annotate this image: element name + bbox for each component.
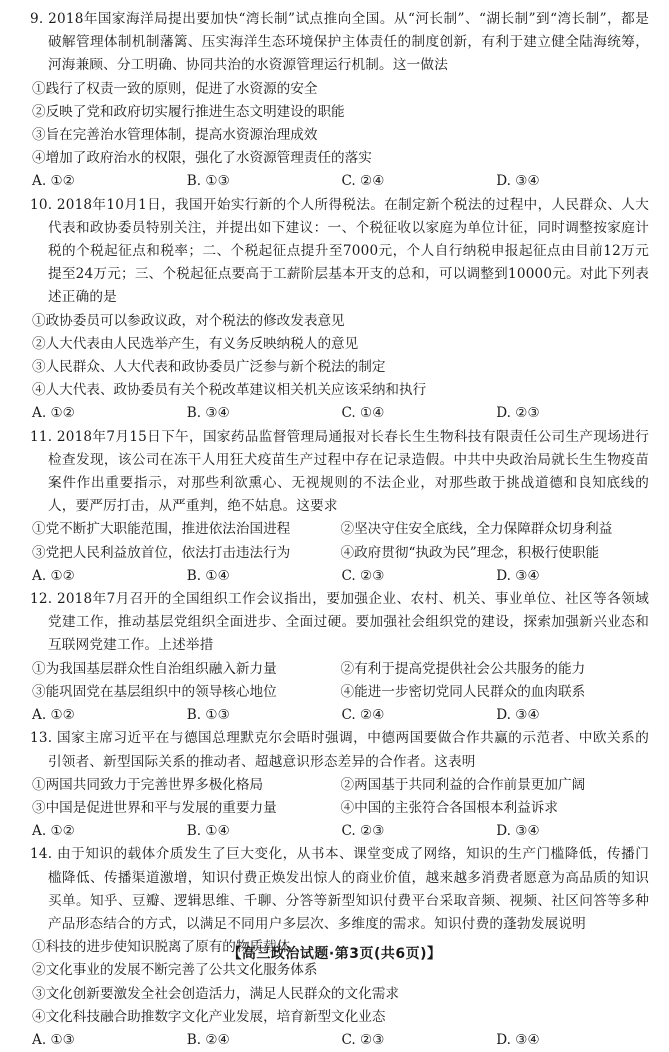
question-stem: 10. 2018年10月1日，我国开始实行新的个人所得税法。在制定新个税法的过程中，人民群众、人大代表和政协委员特别关注，并提出如下建议：一、个税征收以家庭为单位计征，同时调整按家庭计税的个税起征点和税率；二、个税起征点提升至7000元，个人自行纳税申报起征点由目前12万元提至24万元；三、个税起征点要高于工薪阶层基本开支的总和，可以调整到10000元。对此下列表述正确的是 (30, 196, 649, 306)
answer-choices (30, 402, 649, 425)
answer-choice: C. ①④ (341, 405, 385, 422)
option-statement: ③中国是促进世界和平与发展的重要力量 (32, 799, 277, 816)
answer-choice: B. ①④ (186, 823, 230, 840)
option-statement: ③文化创新要激发全社会创造活力，满足人民群众的文化需求 (32, 985, 400, 1002)
option-statement: ②人大代表由人民选举产生，有义务反映纳税人的意见 (32, 335, 359, 352)
answer-choice: A. ①② (32, 173, 75, 190)
option-statement: ①科技的进步使知识脱离了原有的物质载体 (32, 939, 291, 956)
option-statement: ④中国的主张符合各国根本利益诉求 (340, 799, 558, 816)
question-2 (30, 426, 649, 588)
answer-choice: A. ①② (32, 707, 75, 724)
answer-choice: D. ②③ (496, 405, 540, 422)
answer-choice: B. ②④ (186, 1031, 230, 1048)
answer-choice: A. ①③ (32, 1031, 75, 1048)
answer-choice: D. ③④ (496, 567, 540, 584)
option-statement: ①为我国基层群众性自治组织融入新力量 (32, 660, 277, 677)
option-row (30, 658, 649, 681)
answer-choices (30, 820, 649, 843)
answer-choice: D. ③④ (496, 1031, 540, 1048)
answer-choice: A. ①② (32, 405, 75, 422)
question-stem: 12. 2018年7月召开的全国组织工作会议指出，要加强企业、农村、机关、事业单位、社区等各领域党建工作，推动基层党组织全面进步、全面过硬。要加强社会组织党的建设，探索加强新兴业态和互联网党建工作。上述举措 (30, 591, 649, 654)
question-stem: 14. 由于知识的载体介质发生了巨大变化，从书本、课堂变成了网络，知识的生产门槛降低，传播门槛降低、传播渠道激增，知识付费正焕发出惊人的商业价值，越来越多消费者愿意为高品质的知识买单。知乎、豆瓣、逻辑思维、千聊、分答等新型知识付费平台采取音频、视频、社区问答等多种产品形态结合的方式，以满足不同用户多层次、多维度的需求。知识付费的蓬勃发展说明 (30, 846, 649, 932)
option-statement: ④能进一步密切党同人民群众的血肉联系 (340, 683, 586, 700)
question-stem: 9. 2018年国家海洋局提出要加快“湾长制”试点推向全国。从“河长制”、“湖长制”到“湾长制”，都是破解管理体制机制藩篱、压实海洋生态环境保护主体责任的制度创新，有利于建立健全陆海统筹，河海兼顾、分工明确、协同共治的水资源管理运行机制。这一做法 (30, 11, 649, 74)
option-statement: ④政府贯彻“执政为民”理念，积极行使职能 (340, 544, 600, 561)
answer-choice: B. ③④ (186, 405, 230, 422)
answer-choice: C. ②③ (341, 567, 385, 584)
option-row (30, 681, 649, 704)
option-statement: ②坚决守住安全底线，全力保障群众切身利益 (340, 521, 613, 538)
question-4 (30, 727, 649, 843)
question-stem: 11. 2018年7月15日下午，国家药品监督管理局通报对长春长生生物科技有限责任公司生产现场进行检查发现，该公司在冻干人用狂犬疫苗生产过程中存在记录造假。中共中央政治局就长生生物疫苗案件作出重要指示，对那些利欲熏心、无视规则的不法企业，对那些敢于挑战道德和良知底线的人，要严厉打击，从严重判，绝不姑息。这要求 (30, 428, 649, 515)
option-statement: ②两国基于共同利益的合作前景更加广阔 (340, 776, 586, 793)
answer-choices (30, 565, 649, 588)
question-1 (30, 194, 649, 426)
page-footer: 【高三政治试题·第3页(共6页)】 (227, 946, 442, 962)
option-row (30, 518, 649, 541)
answer-choice: C. ②④ (341, 173, 385, 190)
answer-choice: B. ①③ (186, 707, 230, 724)
option-statement: ①党不断扩大职能范围，推进依法治国进程 (32, 521, 291, 538)
option-row (30, 542, 649, 565)
option-statement: ④人大代表、政协委员有关个税改革建议相关机关应该采纳和执行 (32, 382, 427, 399)
option-statement: ①两国共同致力于完善世界多极化格局 (32, 776, 264, 793)
answer-choice: C. ②③ (341, 823, 385, 840)
option-statement: ④文化科技融合助推数字文化产业发展，培育新型文化业态 (32, 1008, 386, 1025)
question-0 (30, 8, 649, 194)
option-statement: ③旨在完善治水管理体制，提高水资源治理成效 (32, 127, 318, 144)
option-row (30, 797, 649, 820)
option-statement: ④增加了政府治水的权限，强化了水资源管理责任的落实 (32, 150, 372, 167)
answer-choice: A. ①② (32, 567, 75, 584)
answer-choice: C. ②③ (341, 1031, 385, 1048)
option-statement: ③党把人民利益放首位，依法打击违法行为 (32, 544, 291, 561)
answer-choices (30, 1029, 649, 1052)
answer-choices (30, 704, 649, 727)
answer-choice: D. ③④ (496, 823, 540, 840)
option-statement: ①政协委员可以参政议政，对个税法的修改发表意见 (32, 312, 345, 329)
answer-choice: D. ③④ (496, 707, 540, 724)
option-row (30, 774, 649, 797)
answer-choice: C. ②④ (341, 707, 385, 724)
answer-choice: A. ①② (32, 823, 75, 840)
option-statement: ①践行了权责一致的原则，促进了水资源的安全 (32, 80, 318, 97)
answer-choice: B. ①④ (186, 567, 230, 584)
option-statement: ②有利于提高党提供社会公共服务的能力 (340, 660, 586, 677)
answer-choice: B. ①③ (186, 173, 230, 190)
question-stem: 13. 国家主席习近平在与德国总理默克尔会晤时强调，中德两国要做合作共赢的示范者、中欧关系的引领者、新型国际关系的推动者、超越意识形态差异的合作者。这表明 (30, 730, 649, 770)
option-statement: ②文化事业的发展不断完善了公共文化服务体系 (32, 962, 318, 979)
answer-choices (30, 170, 649, 193)
option-statement: ③人民群众、人大代表和政协委员广泛参与新个税法的制定 (32, 359, 386, 376)
answer-choice: D. ③④ (496, 173, 540, 190)
option-statement: ③能巩固党在基层组织中的领导核心地位 (32, 683, 277, 700)
question-list (30, 8, 649, 1052)
question-3 (30, 588, 649, 727)
option-statement: ②反映了党和政府切实履行推进生态文明建设的职能 (32, 103, 345, 120)
